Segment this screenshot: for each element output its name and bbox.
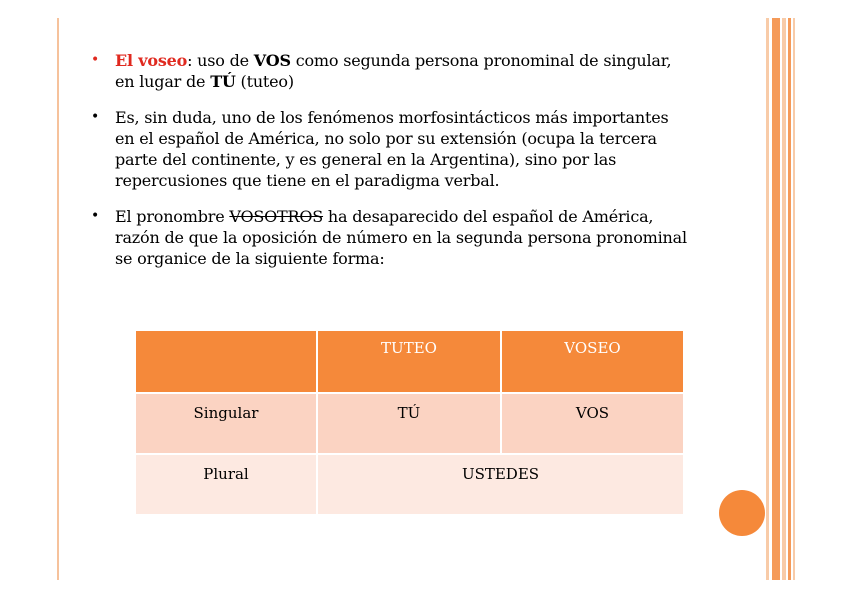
decorative-circle <box>719 490 765 536</box>
bullet-text: Es, sin duda, uno de los fenómenos morfosintácticos más importantes <box>115 108 669 127</box>
bullet-text: : uso de <box>187 51 254 70</box>
pronoun-table <box>134 329 685 516</box>
table-header-cell: TUTEO <box>317 330 501 393</box>
table-header-cell: VOSEO <box>501 330 684 393</box>
bullet-text: en lugar de <box>115 72 211 91</box>
highlight-term: El voseo <box>115 51 188 70</box>
bullet-text: ha desaparecido del español de América, <box>323 207 654 226</box>
bullet-dot-icon: • <box>91 109 100 125</box>
bullet-text: repercusiones que tiene en el paradigma verbal. <box>115 171 500 190</box>
right-deco-stripe <box>788 18 791 580</box>
table-cell: VOS <box>501 393 684 454</box>
bullet-text: razón de que la oposición de número en la segunda persona pronominal <box>115 228 687 247</box>
right-deco-stripe <box>772 18 780 580</box>
table-cell: USTEDES <box>317 454 684 515</box>
bullet-text: se organice de la siguiente forma: <box>115 249 385 268</box>
bullet-voseo <box>88 50 748 92</box>
bullet-text: (tuteo) <box>235 72 294 91</box>
bullet-dot-icon: • <box>91 208 100 224</box>
right-deco-stripe <box>782 18 786 580</box>
bullet-vosotros <box>88 206 748 269</box>
bold-term: TÚ <box>210 72 236 91</box>
table-row <box>135 393 684 454</box>
bullet-dot-icon: • <box>91 52 100 68</box>
bullet-text: como segunda persona pronominal de singular, <box>290 51 672 70</box>
table-cell: Singular <box>135 393 317 454</box>
bullet-text: en el español de América, no solo por su extensión (ocupa la tercera <box>115 129 657 148</box>
table-header-cell <box>135 330 317 393</box>
struck-term: VOSOTROS <box>229 207 324 226</box>
table-header-row <box>135 330 684 393</box>
bullet-text: parte del continente, y es general en la Argentina), sino por las <box>115 150 617 169</box>
table-row <box>135 454 684 515</box>
bullet-importance <box>88 107 748 191</box>
right-deco-stripe <box>766 18 769 580</box>
right-deco-stripe <box>793 18 795 580</box>
bullet-text: El pronombre <box>115 207 230 226</box>
table-cell: Plural <box>135 454 317 515</box>
table-cell: TÚ <box>317 393 501 454</box>
left-border-line <box>57 18 59 580</box>
bullet-list <box>88 50 748 284</box>
bold-term: VOS <box>253 51 291 70</box>
